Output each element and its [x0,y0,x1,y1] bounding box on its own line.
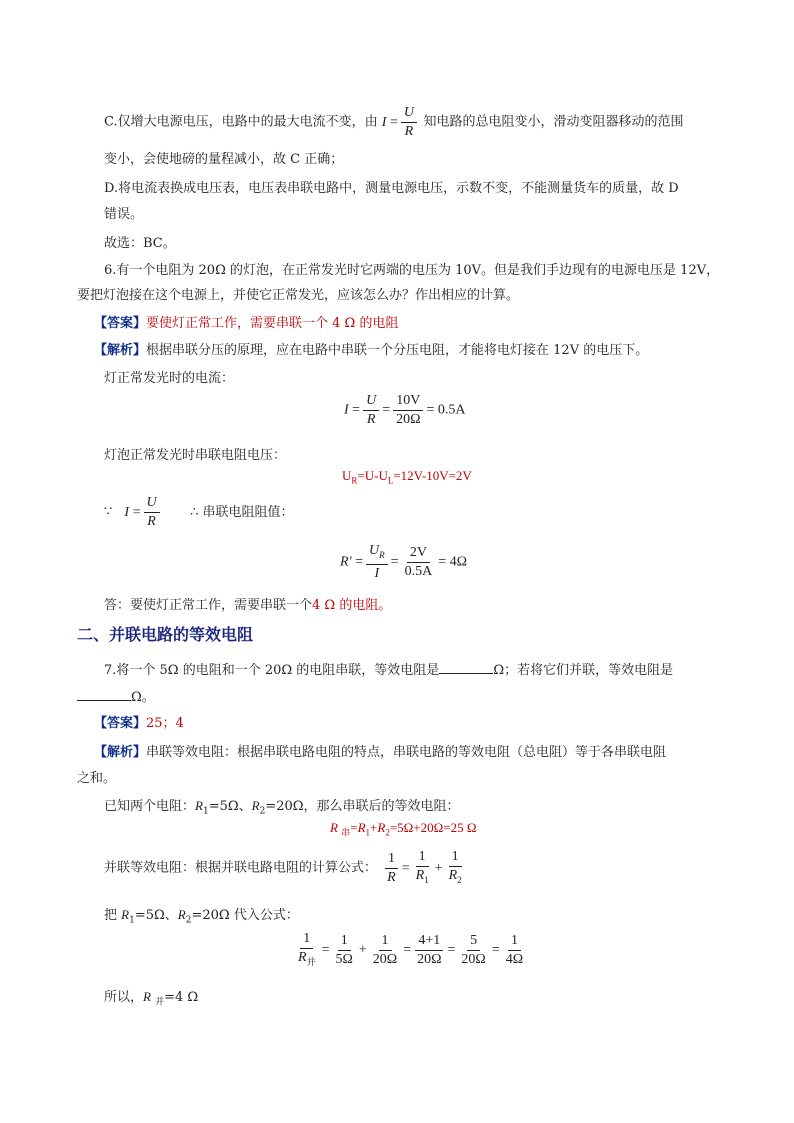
q6-current-label: 灯正常发光时的电流： [104,371,235,386]
parallel-formula-general: $\frac{1}{R}$ = $\frac{1}{R_1}$ + $\frac{1}{R_2}$ [381,861,468,876]
q7-text-c: Ω。 [131,690,155,705]
q7-answer [94,712,184,731]
q6-voltage-formula: $U_R=U-U_L=12V-10V=2V$ [342,468,472,486]
because-symbol: ∵ [104,504,113,520]
q7-analysis-line-1 [94,741,666,760]
q6-current-formula: I = $\frac{U}{R}$ = $\frac{10V}{20\Omega}$ = 0.5A [344,393,466,427]
q7-substitute: 把 $R_1=5\Omega$、$R_2=20\Omega$ 代入公式： [104,907,299,926]
analysis-text: 根据串联分压的原理，应在电路中串联一个分压电阻，才能将电灯接在 12V 的电压下。 [146,343,649,358]
q6-because-line [104,494,294,531]
parallel-label: 并联等效电阻：根据并联电路电阻的计算公式： [104,860,378,876]
q7-parallel-line [104,848,468,889]
option-c-text-b: 知电路的总电阻变小，滑动变阻器移动的范围 [423,114,684,130]
q6-voltage-label: 灯泡正常发光时串联电阻电压： [104,448,287,463]
section-heading: 二、并联电路的等效电阻 [77,625,254,644]
therefore-text: ∴ 串联电阻阻值： [190,504,294,520]
q7-line-1 [104,659,673,678]
q6-line-1: 6.有一个电阻为 20Ω 的灯泡，在正常发光时它两端的电压为 10V。但是我们手边现有的电源电压是 12V， [104,263,720,278]
option-c-line-1 [104,104,683,141]
q6-final-answer [104,594,391,613]
q7-known: 已知两个电阻：$R_1=5\Omega$、$R_2=20\Omega$，那么串联后的等效电阻： [104,798,460,817]
blank-series [439,661,493,674]
q7-text-a: 7.将一个 5Ω 的电阻和一个 20Ω 的电阻串联，等效电阻是 [104,663,440,678]
ohm-law-inline: I = $\frac{U}{R}$ [382,115,424,130]
q6-resistance-formula: R′ = $\frac{U_R}{I}$ = $\frac{2V}{0.5A}$ = 4Ω [340,543,467,581]
choice-answer: 故选：BC。 [104,236,176,251]
answer-label: 【答案】 [94,716,147,731]
q6-answer [94,312,398,331]
ohm-law-because: I = $\frac{U}{R}$ [124,505,166,520]
q7-text-b: Ω；若将它们并联，等效电阻是 [493,663,674,678]
option-c-line-2: 变小，会使地磅的量程减小，故 C 正确； [104,152,344,167]
answer-text: 25；4 [146,716,184,731]
final-answer-b: 4 Ω 的电阻。 [312,598,392,613]
analysis-label: 【解析】 [94,343,147,358]
q7-analysis-line-2: 之和。 [77,771,117,786]
q7-parallel-formula: $\frac{1}{R_并}$ = $\frac{1}{5\Omega}$ + $\frac{1}{20\Omega}$ = $\frac{4+1}{20\Omega}$ = $\frac{5}{20\Omega}$ = $\frac{1}{4\Omega}$ [298,931,524,967]
q6-analysis [94,339,648,358]
q7-result: 所以，R $_并$=4 Ω [104,989,199,1008]
answer-text: 要使灯正常工作，需要串联一个 4 Ω 的电阻 [146,316,399,331]
blank-parallel [77,688,131,701]
answer-label: 【答案】 [94,316,147,331]
q7-series-formula: R $_串=R_1+R_2=5\Omega+20\Omega=25$ Ω [330,820,477,838]
final-answer-a: 答：要使灯正常工作，需要串联一个 [104,598,313,613]
option-d-line-1: D.将电流表换成电压表，电压表串联电路中，测量电源电压，示数不变，不能测量货车的质量，故 D [104,181,679,196]
option-c-text-a: C.仅增大电源电压，电路中的最大电流不变，由 [104,114,378,130]
q6-line-2: 要把灯泡接在这个电源上，并使它正常发光，应该怎么办？作出相应的计算。 [77,288,520,303]
analysis-label: 【解析】 [94,745,147,760]
q7-line-2 [77,686,155,705]
analysis-text: 串联等效电阻：根据串联电路电阻的特点，串联电路的等效电阻（总电阻）等于各串联电阻 [146,745,667,760]
option-d-line-2: 错误。 [104,207,144,222]
